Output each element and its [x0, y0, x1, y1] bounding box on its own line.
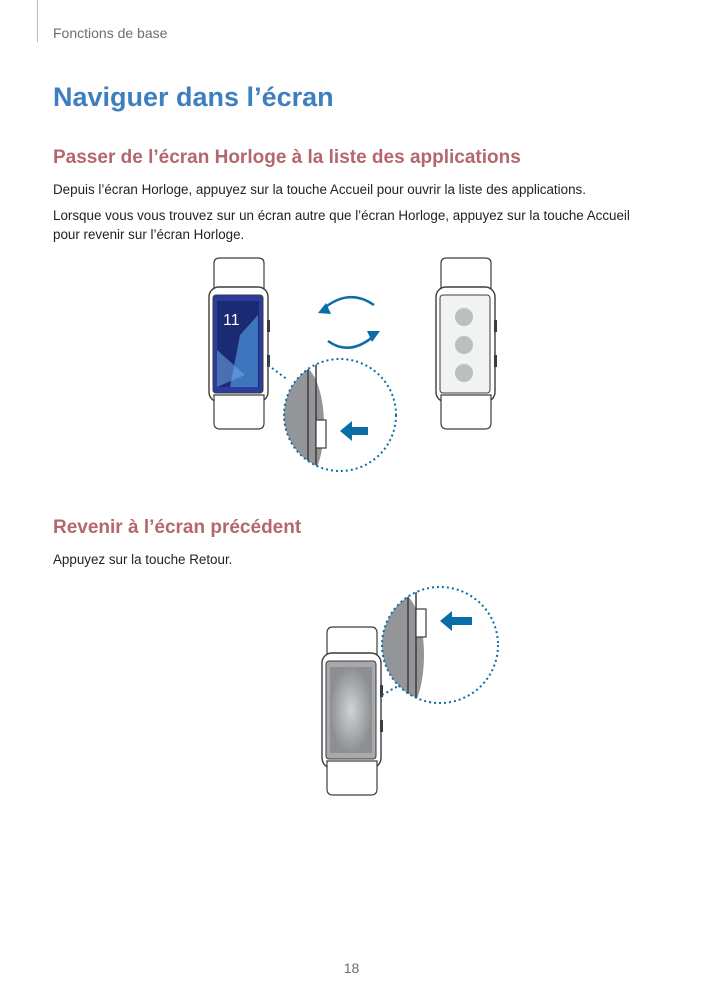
watch-apps-screen — [436, 258, 497, 429]
watch-back-screen — [322, 627, 383, 795]
back-key-zoom — [376, 585, 498, 717]
page-title: Naviguer dans l’écran — [53, 82, 334, 112]
section-heading-home: Passer de l’écran Horloge à la liste des applications — [53, 147, 521, 168]
section-home-paragraph-2: Lorsque vous vous trouvez sur un écran autre que l’écran Horloge, appuyez sur la touche Accueil pour revenir sur l’écran Horloge. — [53, 208, 630, 242]
page-number: 18 — [343, 960, 360, 976]
figure-home-key — [200, 255, 520, 485]
figure-back-key — [310, 585, 520, 800]
home-key-zoom — [268, 355, 396, 485]
section-home-paragraph-1: Depuis l’écran Horloge, appuyez sur la touche Accueil pour ouvrir la liste des applications. — [53, 182, 586, 197]
section-back-paragraph-1: Appuyez sur la touche Retour. — [53, 552, 233, 567]
cycle-arrows-icon — [318, 297, 380, 348]
svg-text:11: 11 — [223, 312, 240, 329]
watch-clock-screen — [209, 258, 270, 429]
header-section-title: Fonctions de base — [53, 25, 168, 41]
section-heading-back: Revenir à l’écran précédent — [53, 517, 302, 538]
header-rule — [37, 0, 38, 42]
